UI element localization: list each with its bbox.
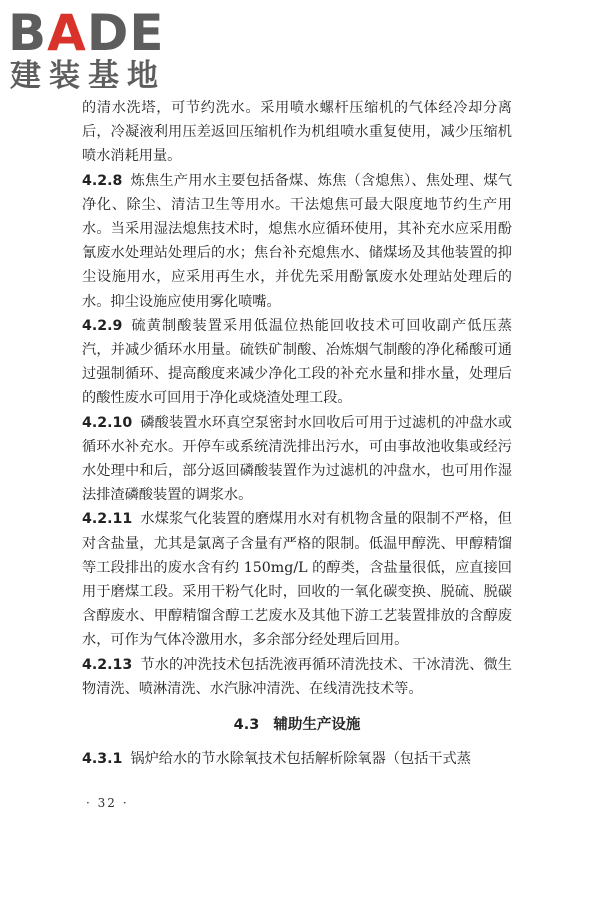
clause-4-2-9 [82,314,512,411]
paragraph-continued [82,96,512,169]
clause-number: 4.2.11 [82,511,133,528]
logo-subtitle: 建装基地 [10,58,166,94]
clause-number: 4.2.9 [82,317,123,334]
paragraph-text: 硫黄制酸装置采用低温位热能回收技术可回收副产低压蒸汽，并减少循环水用量。硫铁矿制酸、冶炼烟气制酸的净化稀酸可通过强制循环、提高酸度来减少净化工段的补充水量和排水量，处理后的酸性废水可回用于净化或烧渣处理工段。 [82,317,512,407]
clause-4-2-8 [82,169,512,314]
paragraph-text: 锅炉给水的节水除氧技术包括解析除氧器（包括干式蒸 [130,751,471,768]
clause-4-2-10 [82,411,512,508]
paragraph-text: 水煤浆气化装置的磨煤用水对有机物含量的限制不严格，但对含盐量，尤其是氯离子含量有严格的限制。低温甲醇洗、甲醇精馏等工段排出的废水含有约 150mg/L 的醇类，含盐量很低，应直接回用于磨煤工段。采用干粉气化时，回收的一氧化碳变换、脱硫、脱碳含醇废水、甲醇精馏含醇工艺废水及其他下游工艺装置排放的含醇废水，可作为气体冷激用水，多余部分经处理后回用。 [82,511,512,649]
clause-4-2-11 [82,507,512,652]
paragraph-text: 节水的冲洗技术包括洗液再循环清洗技术、干冰清洗、微生物清洗、喷淋清洗、水汽脉冲清洗、在线清洗技术等。 [82,656,512,697]
logo-letter-a: A [47,4,87,62]
clause-number: 4.2.10 [82,414,133,431]
section-heading [82,713,512,737]
clause-4-2-13 [82,653,512,701]
clause-number: 4.2.13 [82,656,133,673]
logo-letter-b: B [8,4,48,62]
section-title-text: 辅助生产设施 [273,717,361,734]
clause-4-3-1 [82,747,512,771]
section-number: 4.3 [233,717,260,734]
logo-letters-de: DE [86,4,165,62]
brand-logo [8,6,178,102]
paragraph-text: 磷酸装置水环真空泵密封水回收后可用于过滤机的冲盘水或循环水补充水。开停车或系统清洗排出污水，可由事故池收集或经污水处理中和后，部分返回磷酸装置作为过滤机的冲盘水，也可用作湿法排渣磷酸装置的调浆水。 [82,414,512,504]
page-number: · 32 · [86,796,129,810]
body-text [82,96,512,771]
paragraph-text: 炼焦生产用水主要包括备煤、炼焦（含熄焦）、焦处理、煤气净化、除尘、清洁卫生等用水。干法熄焦可最大限度地节约生产用水。当采用湿法熄焦技术时，熄焦水应循环使用，其补充水应采用酚氰废水处理站处理后的水；焦台补充熄焦水、储煤场及其他装置的抑尘设施用水，应采用再生水，并优先采用酚氰废水处理站处理后的水。抑尘设施应使用雾化喷嘴。 [82,172,512,310]
logo-wordmark [8,6,165,60]
clause-number: 4.3.1 [82,751,123,768]
paragraph-text: 的清水洗塔，可节约洗水。采用喷水螺杆压缩机的气体经冷却分离后，冷凝液利用压差返回压缩机作为机组喷水重复使用，减少压缩机喷水消耗用量。 [82,100,512,165]
clause-number: 4.2.8 [82,172,123,189]
